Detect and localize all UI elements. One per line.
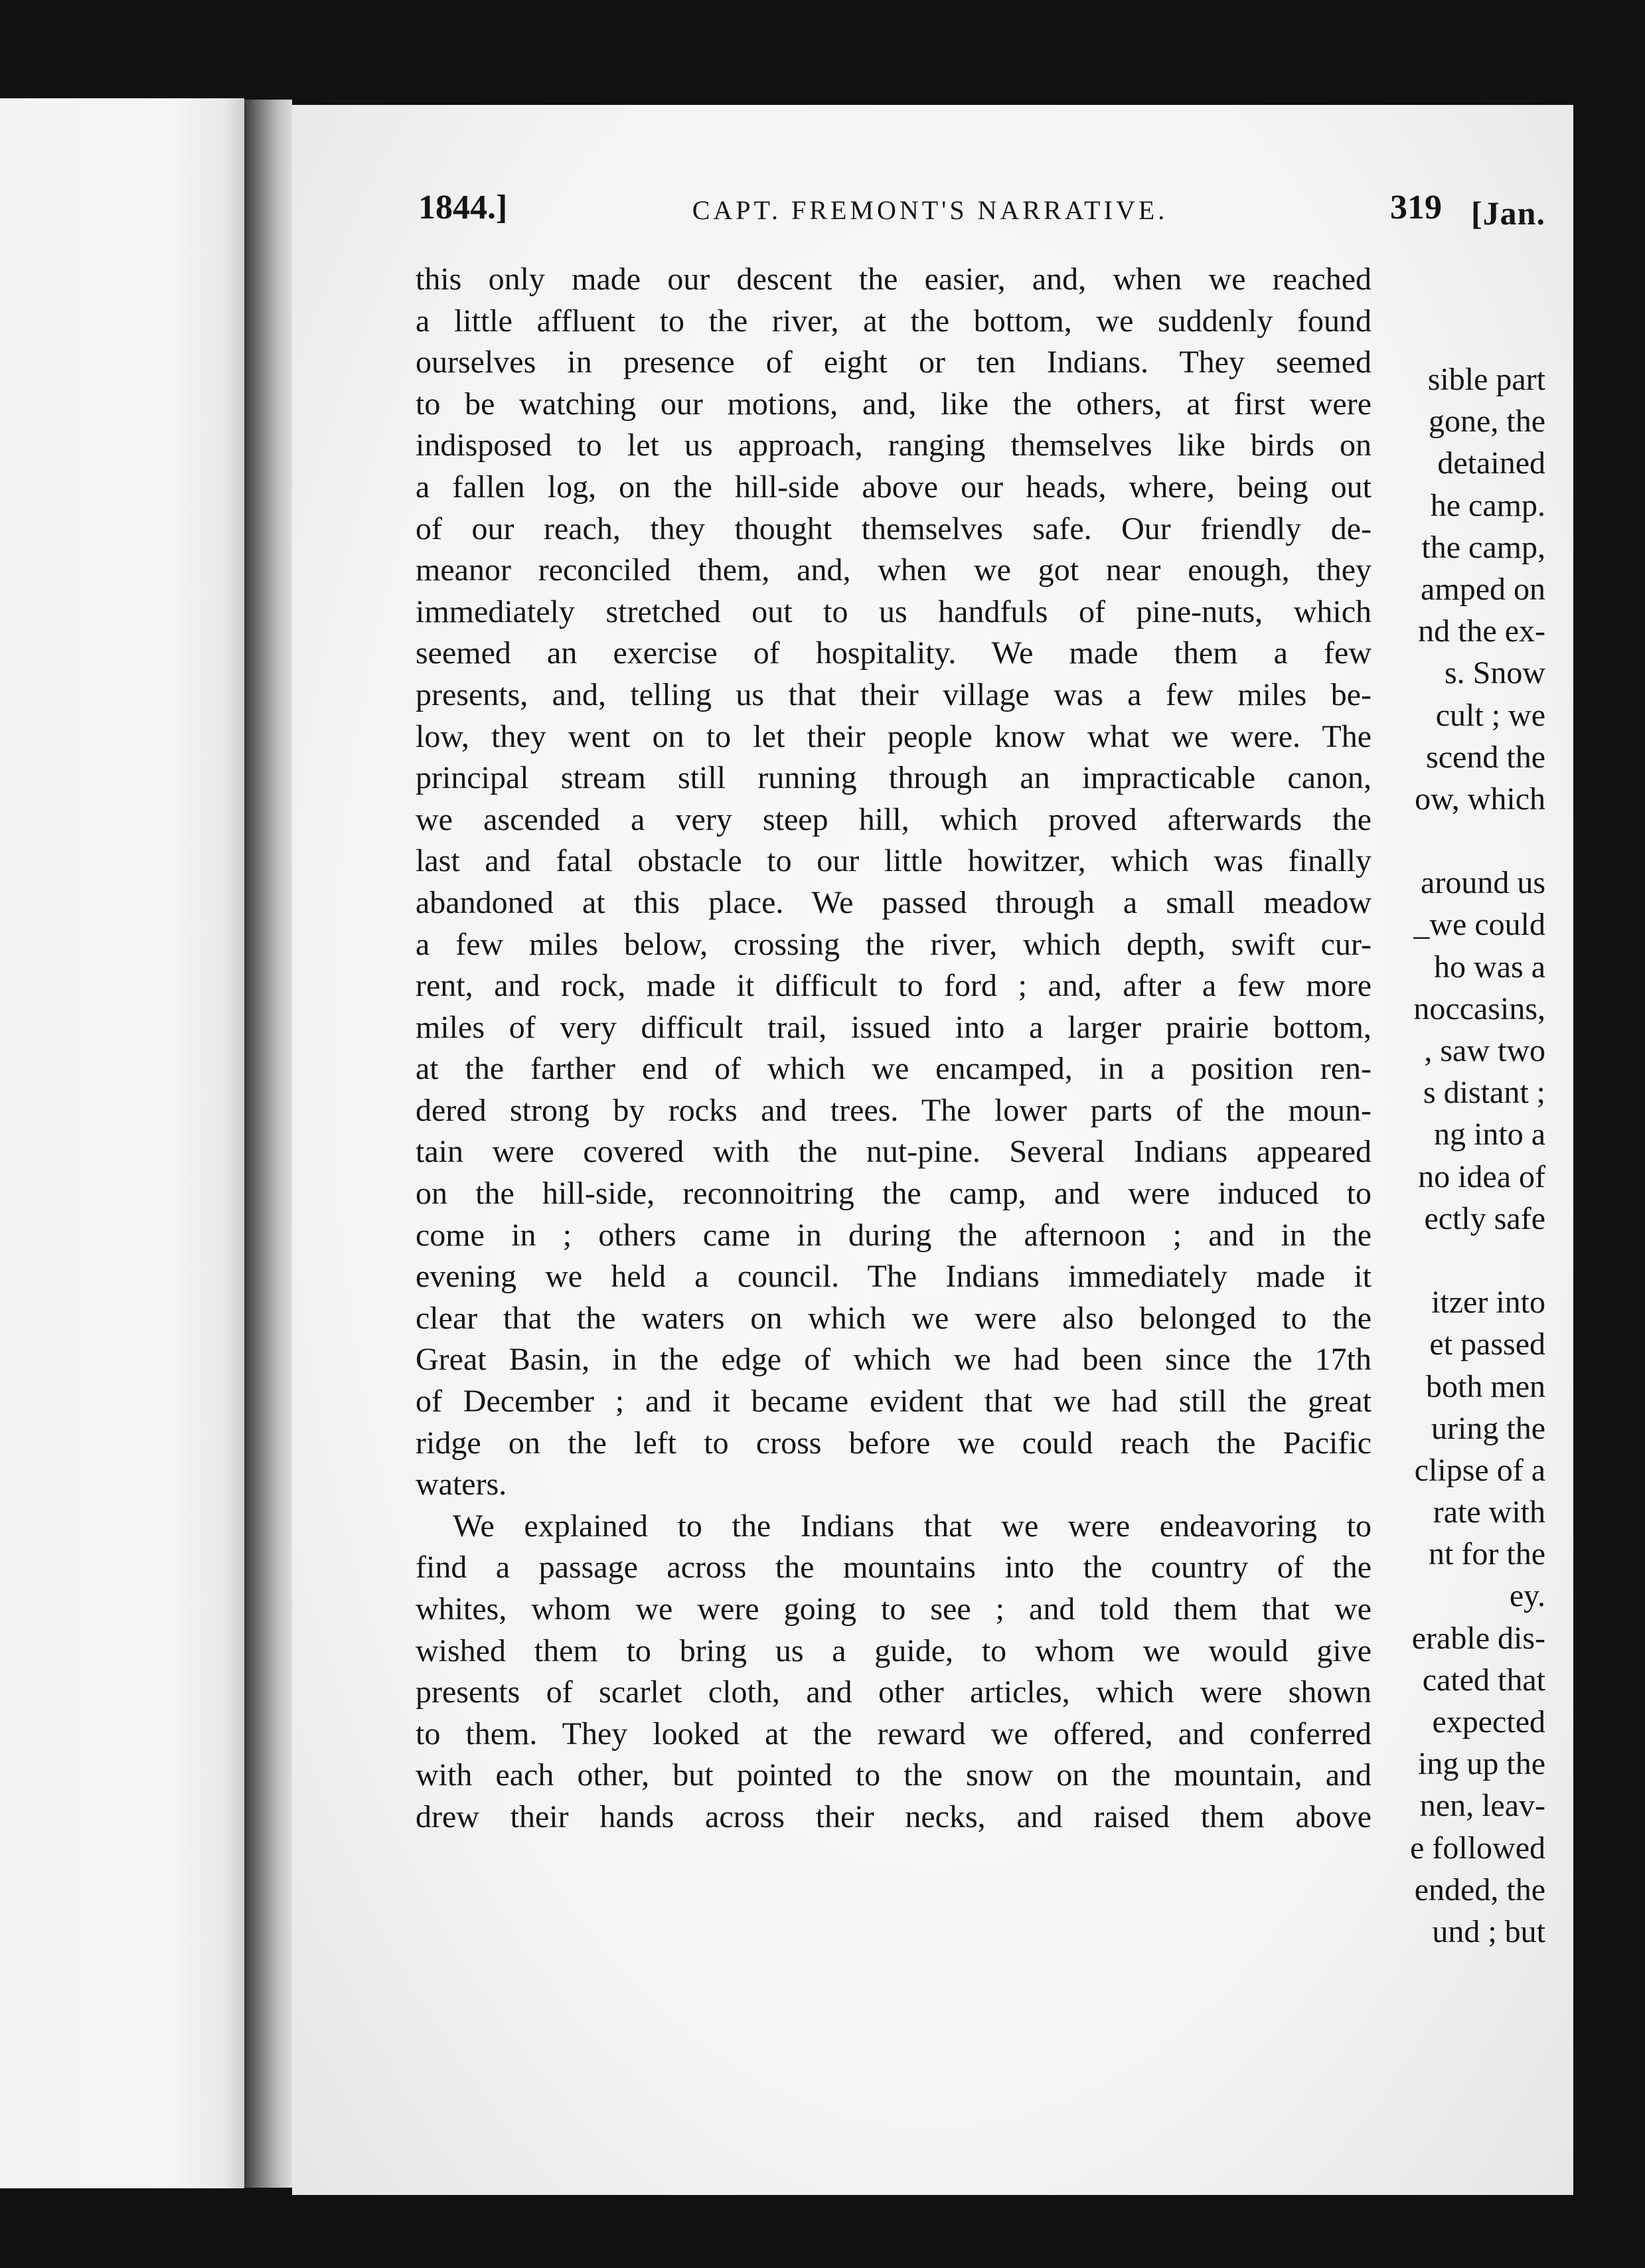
- left-line: detained: [1437, 446, 1545, 481]
- left-line: uring the: [1431, 1410, 1545, 1446]
- left-line: expected: [1432, 1704, 1545, 1740]
- text-line: to be watching our motions, and, like the others, at first were: [416, 386, 1371, 422]
- left-line: the camp,: [1421, 529, 1545, 565]
- text-line: to them. They looked at the reward we offered, and conferred: [416, 1716, 1371, 1751]
- text-line: come in ; others came in during the afternoon ; and in the: [416, 1217, 1371, 1253]
- running-head-title: CAPT. FREMONT'S NARRATIVE.: [692, 195, 1168, 225]
- left-line: , saw two: [1424, 1033, 1545, 1068]
- left-line: clipse of a: [1414, 1452, 1545, 1488]
- text-line: indisposed to let us approach, ranging themselves like birds on: [416, 428, 1371, 463]
- left-line: nen, leav-: [1419, 1788, 1545, 1824]
- left-line: erable dis-: [1411, 1620, 1545, 1656]
- text-line: low, they went on to let their people know what we were. The: [416, 718, 1371, 754]
- text-line: seemed an exercise of hospitality. We made them a few: [416, 635, 1371, 671]
- text-line: Great Basin, in the edge of which we had been since the 17th: [416, 1342, 1371, 1378]
- text-line: miles of very difficult trail, issued into a larger prairie bottom,: [416, 1009, 1371, 1045]
- text-line: find a passage across the mountains into the country of the: [416, 1550, 1371, 1585]
- left-line: nd the ex-: [1418, 613, 1545, 649]
- text-line: dered strong by rocks and trees. The lower parts of the moun-: [416, 1092, 1371, 1128]
- left-line: he camp.: [1430, 487, 1545, 523]
- text-line: wished them to bring us a guide, to whom we would give: [416, 1633, 1371, 1668]
- left-line: both men: [1426, 1368, 1545, 1404]
- text-line: a few miles below, crossing the river, which depth, swift cur-: [416, 926, 1371, 962]
- text-line: at the farther end of which we encamped, in a position ren-: [416, 1051, 1371, 1087]
- text-line: we ascended a very steep hill, which proved afterwards the: [416, 801, 1371, 837]
- left-running-head: [Jan.: [1471, 195, 1545, 232]
- text-line: tain were covered with the nut-pine. Several Indians appeared: [416, 1134, 1371, 1170]
- text-line: drew their hands across their necks, and raised them above: [416, 1799, 1371, 1834]
- left-line: cated that: [1422, 1662, 1545, 1698]
- left-line: nt for the: [1429, 1536, 1545, 1572]
- text-line: We explained to the Indians that we were endeavoring to: [453, 1508, 1371, 1544]
- text-line: immediately stretched out to us handfuls of pine-nuts, which: [416, 594, 1371, 629]
- text-line: waters.: [416, 1467, 507, 1502]
- text-line: abandoned at this place. We passed through a small meadow: [416, 884, 1371, 920]
- text-line: a little affluent to the river, at the bottom, we suddenly found: [416, 303, 1371, 339]
- left-line: ing up the: [1418, 1746, 1545, 1782]
- left-line: und ; but: [1432, 1913, 1545, 1949]
- text-line: principal stream still running through an impracticable canon,: [416, 760, 1371, 796]
- left-line: ended, the: [1414, 1872, 1545, 1907]
- left-line: ey.: [1509, 1578, 1545, 1614]
- text-line: this only made our descent the easier, and, when we reached: [416, 262, 1371, 297]
- left-line: s distant ;: [1423, 1075, 1545, 1111]
- left-line: noccasins,: [1413, 991, 1545, 1026]
- left-line: rate with: [1433, 1495, 1545, 1530]
- left-line: ectly safe: [1424, 1200, 1545, 1236]
- left-line: s. Snow: [1444, 655, 1545, 691]
- text-line: clear that the waters on which we were also belonged to the: [416, 1300, 1371, 1336]
- left-line: ho was a: [1434, 949, 1545, 985]
- text-line: a fallen log, on the hill-side above our heads, where, being out: [416, 469, 1371, 505]
- text-line: on the hill-side, reconnoitring the camp, and were induced to: [416, 1176, 1371, 1212]
- book-gutter: [244, 100, 292, 2188]
- left-line: ow, which: [1415, 781, 1545, 817]
- left-line: e followed: [1410, 1830, 1545, 1866]
- left-line: amped on: [1421, 571, 1545, 607]
- text-line: meanor reconciled them, and, when we got near enough, they: [416, 552, 1371, 588]
- text-line: rent, and rock, made it difficult to ford ; and, after a few more: [416, 968, 1371, 1004]
- page-number: 319: [1390, 189, 1442, 226]
- left-line: cult ; we: [1435, 697, 1545, 733]
- text-line: ourselves in presence of eight or ten Indians. They seemed: [416, 345, 1371, 380]
- running-head-year: 1844.]: [418, 189, 508, 226]
- text-line: last and fatal obstacle to our little howitzer, which was finally: [416, 843, 1371, 879]
- text-line: with each other, but pointed to the snow on the mountain, and: [416, 1757, 1371, 1793]
- left-line: [1410, 1240, 1545, 1281]
- left-line: ng into a: [1434, 1117, 1545, 1153]
- text-line: of our reach, they thought themselves safe. Our friendly de-: [416, 511, 1371, 546]
- left-line: [1410, 820, 1545, 862]
- left-page: [0, 98, 244, 2188]
- left-line: et passed: [1429, 1327, 1545, 1362]
- text-line: presents, and, telling us that their village was a few miles be-: [416, 677, 1371, 712]
- body-text: [416, 259, 1371, 1838]
- text-line: evening we held a council. The Indians immediately made it: [416, 1259, 1371, 1295]
- text-line: whites, whom we were going to see ; and told them that we: [416, 1591, 1371, 1627]
- text-line: presents of scarlet cloth, and other articles, which were shown: [416, 1674, 1371, 1710]
- left-line: gone, the: [1429, 404, 1545, 440]
- left-line: around us: [1421, 865, 1545, 901]
- left-line: _we could: [1413, 907, 1545, 943]
- left-line: no idea of: [1418, 1159, 1545, 1194]
- left-line: sible part: [1427, 362, 1545, 397]
- left-page-text: [1410, 359, 1545, 1953]
- text-line: ridge on the left to cross before we could reach the Pacific: [416, 1425, 1371, 1461]
- running-head: [418, 188, 1442, 234]
- text-line: of December ; and it became evident that we had still the great: [416, 1384, 1371, 1419]
- left-line: itzer into: [1431, 1285, 1545, 1321]
- left-line: scend the: [1426, 739, 1545, 775]
